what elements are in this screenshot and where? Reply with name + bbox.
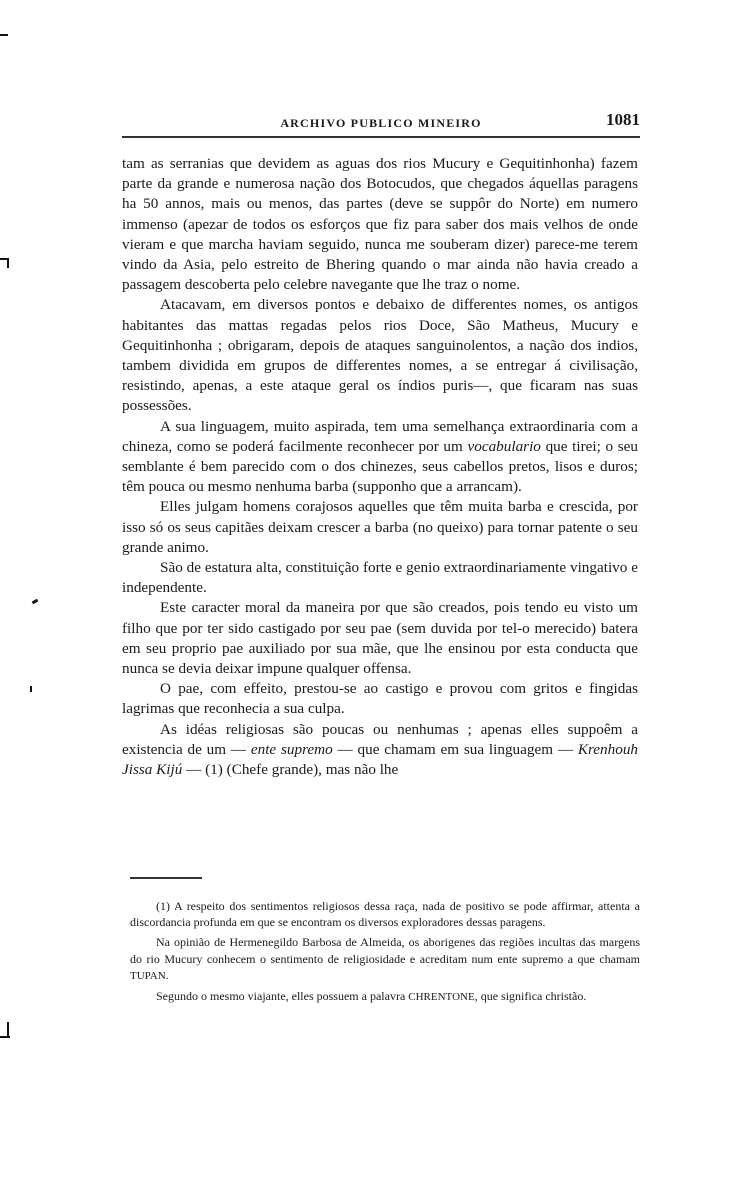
footnote-2 [130,934,640,984]
footnote-3-text-a: Segundo o mesmo viajante, elles possuem a palavra [156,989,409,1004]
paragraph-8-text-a: As idéas religiosas são poucas ou nenhumas ; apenas elles suppoêm a existencia de um — [122,720,638,758]
header-rule [122,136,640,138]
paragraph-8-text-b: — que chamam em sua linguagem — [332,740,578,758]
footnote-2-text-a: Na opinião de Hermenegildo Barbosa de Almeida, os aborigenes das regiões incultas das margens do rio Mucury conhecem o sentimento de religiosidade e acreditam num ente supremo a que chamam [130,935,640,966]
scan-mark-4 [32,599,39,605]
paragraph-1: tam as serranias que devidem as aguas dos rios Mucury e Gequitinhonha) fazem parte da grande e numerosa nação dos Botocudos, que chegados áquellas paragens ha 50 annos, mais ou menos, das partes (deve se suppôr do Norte) em numero immenso (apezar de todos os esforços que fiz para saber dos mais velhos de onde vieram e que marcha haviam seguido, nunca me souberam dizer) parece-me terem vindo da Asia, pelo estreito de Bhering quando o mar ainda não havia creado a passagem descoberta pelo celebre navegante que lhe traz o nome. [122,155,638,294]
page-number: 1081 [606,110,640,129]
footnote-3 [130,988,640,1005]
paragraph-7: O pae, com effeito, prestou-se ao castigo e provou com gritos e fingidas lagrimas que reconhecia a sua culpa. [122,680,638,718]
footnote-3-small-caps: CHRENTONE [408,991,475,1004]
scan-mark-3 [7,258,9,268]
footnote-2-small-caps: TUPAN [130,969,166,982]
page-header [122,110,640,136]
paragraph-8-text-c: — (1) (Chefe grande), mas não lhe [182,761,399,779]
paragraph-3 [122,417,638,498]
paragraph-5: São de estatura alta, constituição forte e genio extraordinariamente vingativo e independente. [122,559,638,597]
paragraph-4: Elles julgam homens corajosos aquelles que têm muita barba e crescida, por isso só os seus capitães deixam crescer a barba (no queixo) para tornar patente o seu grande animo. [122,498,638,556]
footnote-rule [130,877,202,879]
paragraph-8 [122,720,638,781]
paragraph-6: Este caracter moral da maneira por que são creados, pois tendo eu visto um filho que por ter sido castigado por seu pae (sem duvida por tel-o merecido) batera em seu proprio pae auxiliado por sua mãe, que lhe ensinou por esta conducta que nunca se devia deixar impune qualquer offensa. [122,599,638,678]
running-title: ARCHIVO PUBLICO MINEIRO [280,116,482,130]
scan-mark-1 [0,34,8,36]
scan-mark-5 [30,686,32,692]
footnote-1: (1) A respeito dos sentimentos religiosos dessa raça, nada de positivo se pode affirmar, attenta a discordancia profunda em que se encontram os diversos exploradores dessas paragens. [130,899,640,930]
body-text [122,154,638,780]
scan-mark-7 [7,1022,9,1037]
paragraph-3-text-a: A sua linguagem, muito aspirada, tem uma semelhança extraordinaria com a chineza, como se poderá facilmente reconhecer por um [122,417,638,455]
paragraph-3-text-b: que tirei; o seu semblante é bem parecido com o dos chinezes, seus cabellos pretos, lisos e duros; têm pouca ou mesmo nenhuma barba (supponho que a arrancam). [122,437,638,496]
footnotes [130,898,640,1009]
paragraph-2: Atacavam, em diversos pontos e debaixo de differentes nomes, os antigos habitantes das mattas regadas pelos rios Doce, São Matheus, Mucury e Gequitinhonha ; obrigaram, depois de ataques sanguinolentos, a nação dos indios, tambem dividida em grupos de differentes nomes, a se entregar á civilisação, resistindo, apenas, a este ataque geral os índios puris—, que ficaram nas suas possessões. [122,296,638,415]
paragraph-8-emphasis-1: ente supremo [250,740,333,758]
paragraph-8-emphasis-2: Krenhouh Jissa Kijú [122,740,639,779]
footnote-2-text-b: . [165,967,169,982]
paragraph-3-emphasis: vocabulario [467,437,541,455]
footnote-3-text-b: , que significa christão. [474,989,587,1004]
